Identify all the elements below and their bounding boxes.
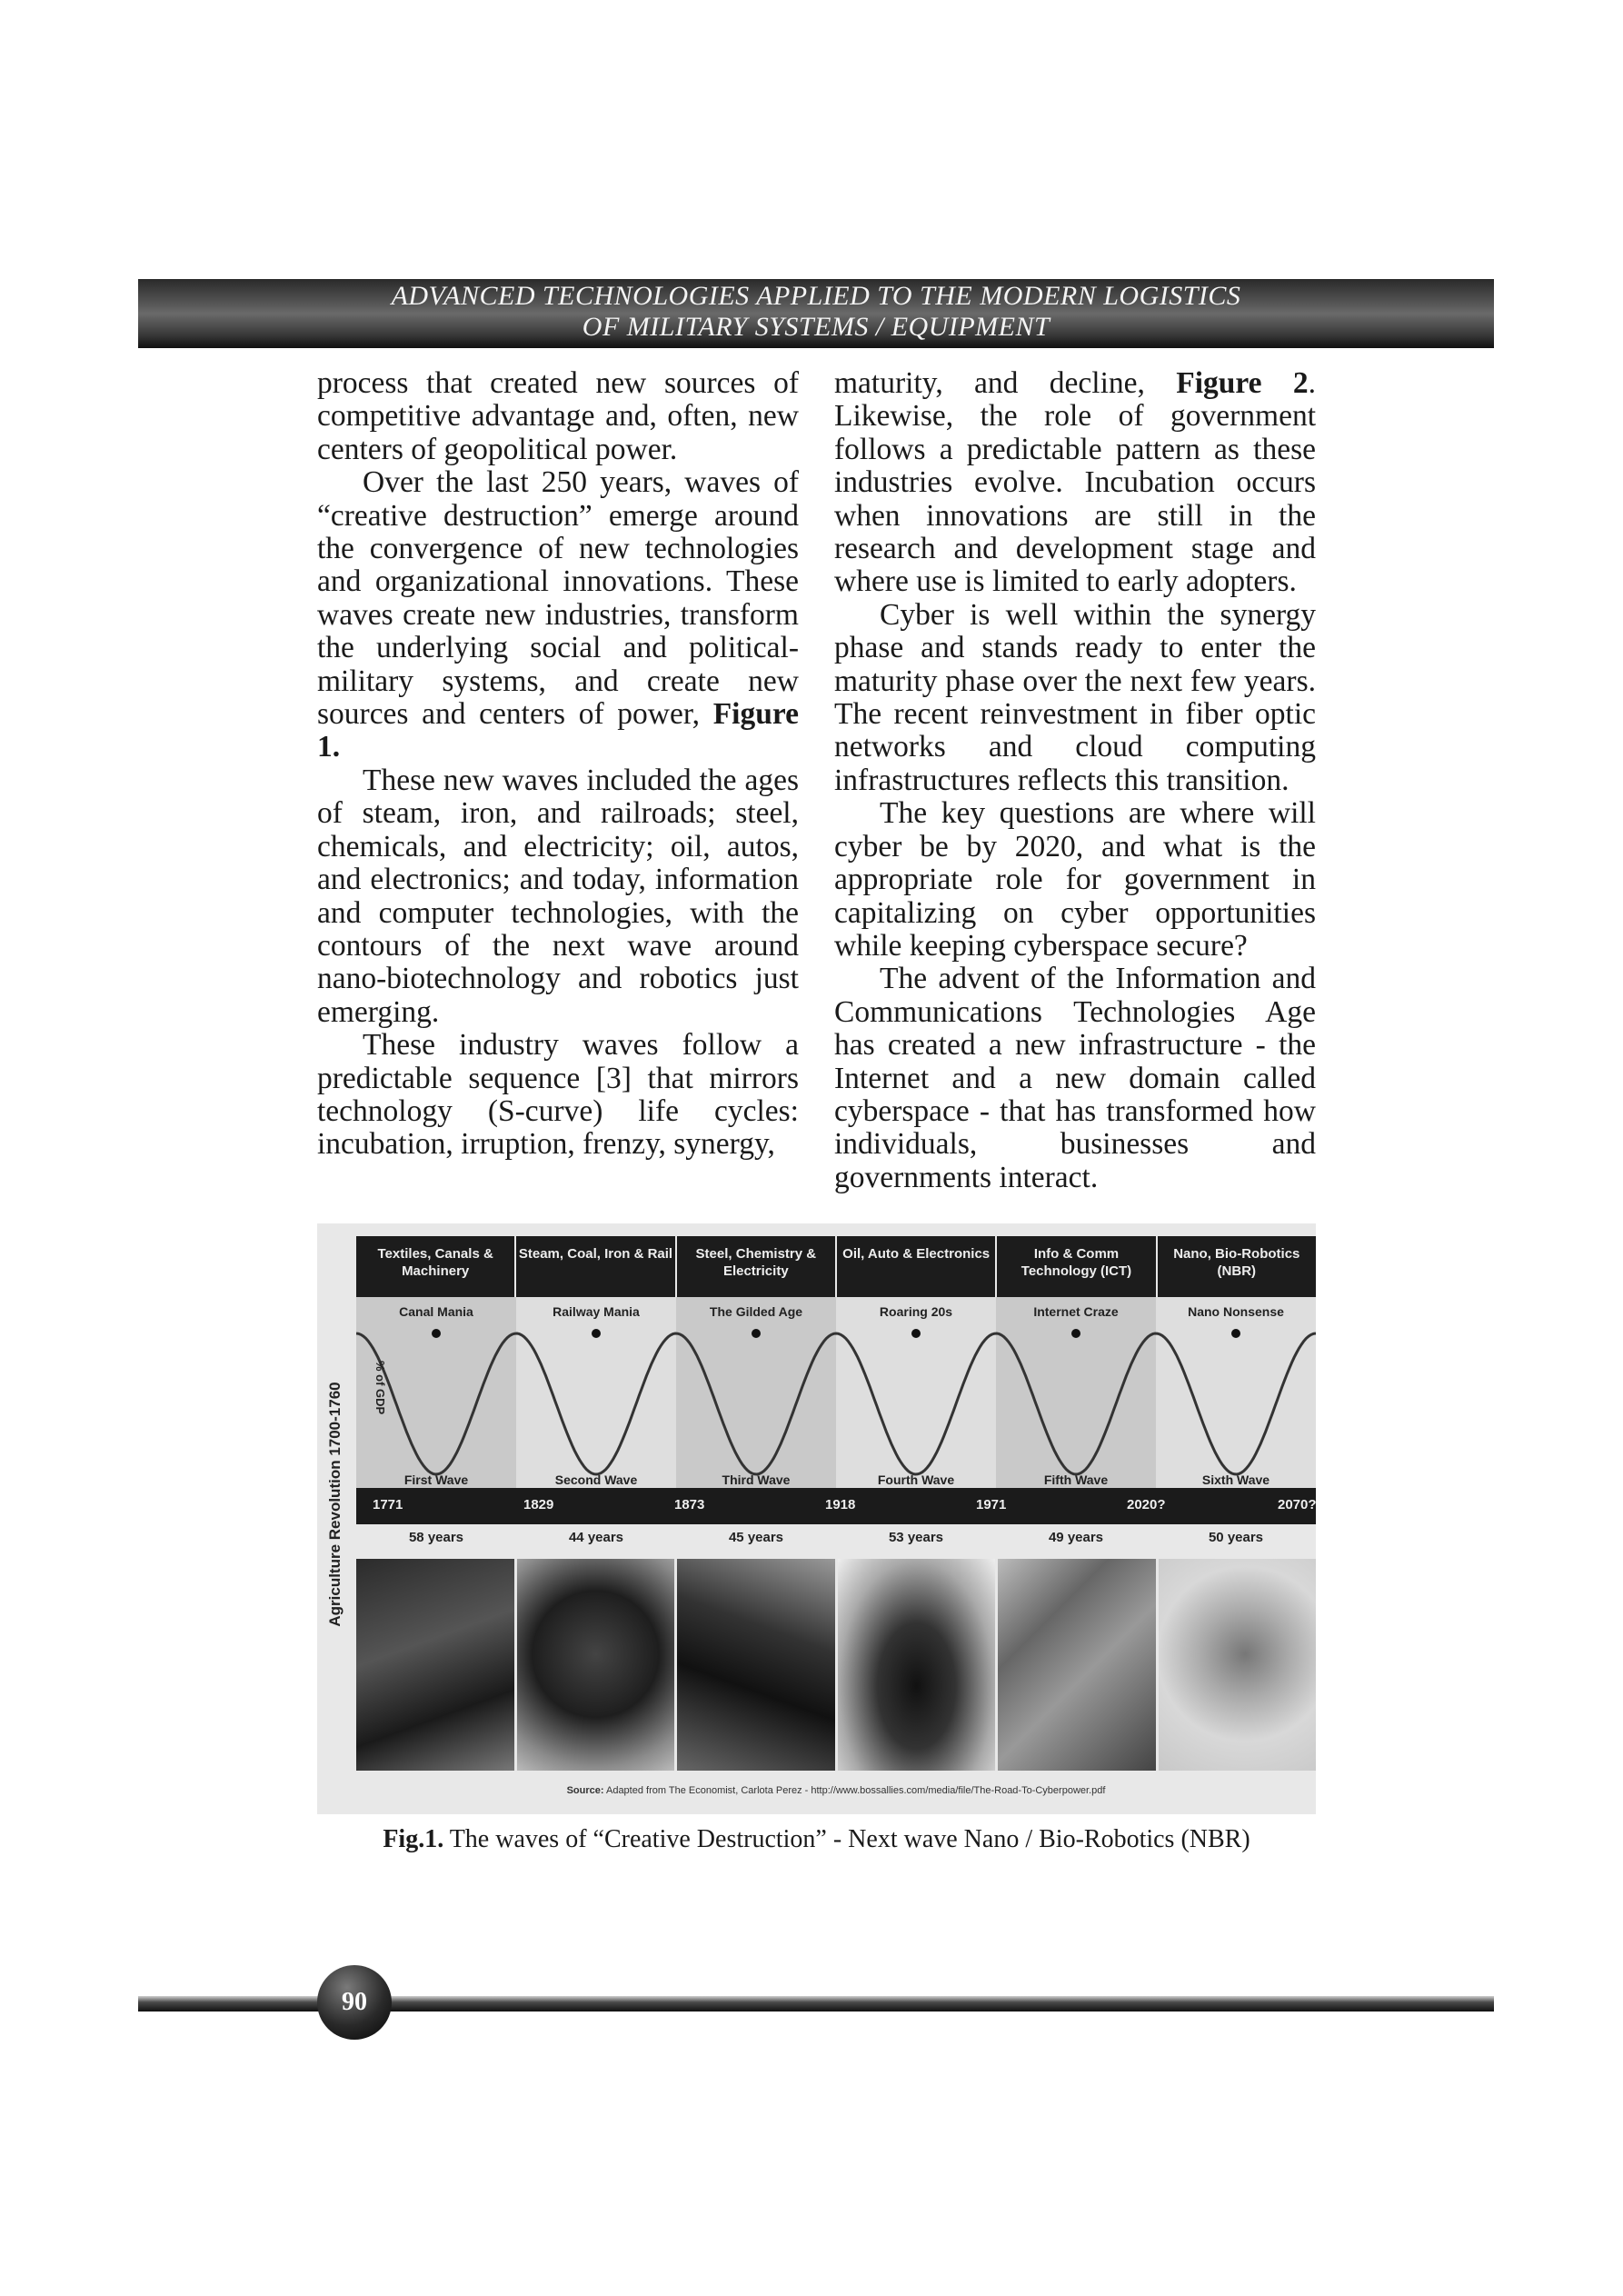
paragraph-text: . Likewise, the role of government follows a predictable pattern as these industries evolve. Incubation occurs when innovations are still in the research and development stage and where use is limited to early adopters. xyxy=(834,366,1316,599)
caption-label: Fig.1. xyxy=(383,1825,444,1853)
duration-label: 49 years xyxy=(1048,1530,1104,1545)
caption-text: The waves of “Creative Destruction” - Next wave Nano / Bio-Robotics (NBR) xyxy=(443,1825,1250,1853)
wave-durations xyxy=(356,1530,1316,1557)
wave-column-bg xyxy=(1156,1297,1316,1488)
photo-steam-locomotive xyxy=(517,1559,675,1771)
industry-label: Nano, Bio-Robotics (NBR) xyxy=(1173,1246,1300,1279)
source-text: Adapted from The Economist, Carlota Perez - http://www.bossallies.com/media/file/The-Road-To-Cyberpower.pdf xyxy=(605,1785,1106,1796)
duration-label: 50 years xyxy=(1208,1530,1264,1545)
paragraph xyxy=(834,367,1316,599)
wave-peak-dot xyxy=(592,1329,601,1338)
year-timeline xyxy=(356,1488,1316,1524)
paragraph: These new waves included the ages of steam, iron, and railroads; steel, chemicals, and electricity; oil, autos, and electronics; and today, information and computer technologies, with the contours of the next wave around nano-biotechnology and robotics just emerging. xyxy=(317,763,799,1029)
y-axis-label: % of GDP xyxy=(373,1361,387,1415)
paragraph: Cyber is well within the synergy phase and stands ready to enter the maturity phase over the next few years. The recent reinvestment in fiber optic networks and cloud computing infrastructures reflects this transition. xyxy=(834,597,1316,797)
wave-peak-dot xyxy=(752,1329,761,1338)
paragraph: These industry waves follow a predictable sequence [3] that mirrors technology (S-curve) life cycles: incubation, irruption, frenzy, synergy, xyxy=(317,1028,799,1162)
industry-label: Textiles, Canals & Machinery xyxy=(356,1236,516,1297)
paragraph: The key questions are where will cyber be by 2020, and what is the appropriate role for government in capitalizing on cyber opportunities while keeping cyberspace secure? xyxy=(834,796,1316,963)
mania-label: Nano Nonsense xyxy=(1188,1304,1284,1319)
paragraph: process that created new sources of competitive advantage and, often, new centers of geopolitical power. xyxy=(317,366,799,466)
mania-label: Canal Mania xyxy=(399,1304,473,1319)
running-header-line-2: OF MILITARY SYSTEMS / EQUIPMENT xyxy=(582,312,1050,342)
mania-label: Internet Craze xyxy=(1033,1304,1119,1319)
wave-column-bg xyxy=(996,1297,1156,1488)
side-label-text: Agriculture Revolution 1700-1760 xyxy=(326,1382,344,1627)
duration-label: 58 years xyxy=(408,1530,464,1545)
paragraph: The advent of the Information and Communications Technologies Age has created a new infrastructure - the Internet and a new domain called cyberspace - that has transformed how individuals, businesses and governments interact. xyxy=(834,962,1316,1194)
page-number: 90 xyxy=(317,1965,392,2040)
figure-caption xyxy=(317,1825,1316,1854)
photo-nano-robot xyxy=(1159,1559,1317,1771)
figure-creative-destruction xyxy=(317,1223,1316,1814)
photo-industrial-plant xyxy=(677,1559,835,1771)
era-photos xyxy=(356,1559,1316,1771)
right-column xyxy=(834,367,1316,1194)
wave-peak-dot xyxy=(1231,1329,1240,1338)
photo-train-locomotive xyxy=(356,1559,514,1771)
industry-label: Info & Comm Technology (ICT) xyxy=(997,1236,1157,1297)
year-label: 1873 xyxy=(674,1497,705,1512)
running-header-line-1: ADVANCED TECHNOLOGIES APPLIED TO THE MODERN LOGISTICS xyxy=(391,281,1241,311)
industry-label: Oil, Auto & Electronics xyxy=(837,1236,997,1297)
year-label: 2070? xyxy=(1278,1497,1317,1512)
figure-source xyxy=(356,1785,1316,1796)
duration-label: 44 years xyxy=(568,1530,624,1545)
wave-peak-dot xyxy=(1071,1329,1080,1338)
year-label: 1918 xyxy=(825,1497,856,1512)
figure-side-label xyxy=(317,1236,353,1772)
mania-label: The Gilded Age xyxy=(709,1304,803,1319)
left-column xyxy=(317,367,799,1162)
wave-name-label: First Wave xyxy=(403,1472,469,1487)
paragraph-text: Over the last 250 years, waves of “creative destruction” emerge around the convergence of new technologies and organizational innovations. These waves create new industries, transform the underlying social and political-military systems, and create new sources and centers of power, xyxy=(317,465,799,732)
industry-label: Steel, Chemistry & Electricity xyxy=(677,1236,837,1297)
year-label: 1771 xyxy=(373,1497,403,1512)
year-label: 1971 xyxy=(976,1497,1007,1512)
photo-microchip xyxy=(998,1559,1156,1771)
figure-reference: Figure 2 xyxy=(1176,366,1309,400)
wave-name-label: Fifth Wave xyxy=(1043,1472,1109,1487)
wave-column-bg xyxy=(516,1297,676,1488)
wave-name-label: Third Wave xyxy=(722,1472,791,1487)
wave-name-label: Fourth Wave xyxy=(877,1472,955,1487)
source-label: Source: xyxy=(566,1785,604,1796)
figure-reference: Figure 1. xyxy=(317,697,799,764)
paragraph xyxy=(317,466,799,764)
mania-label: Roaring 20s xyxy=(879,1304,953,1319)
paragraph-text: maturity, and decline, xyxy=(834,366,1177,400)
running-header xyxy=(138,279,1494,348)
year-label: 2020? xyxy=(1127,1497,1166,1512)
wave-column-bg xyxy=(676,1297,836,1488)
photo-vintage-car xyxy=(838,1559,996,1771)
wave-name-label: Sixth Wave xyxy=(1201,1472,1270,1487)
industry-header-row xyxy=(356,1236,1316,1297)
wave-peak-dot xyxy=(911,1329,921,1338)
wave-name-label: Second Wave xyxy=(554,1472,638,1487)
wave-column-bg xyxy=(836,1297,996,1488)
wave-peak-dot xyxy=(432,1329,441,1338)
industry-label: Steam, Coal, Iron & Rail xyxy=(516,1236,676,1297)
year-label: 1829 xyxy=(523,1497,554,1512)
duration-label: 45 years xyxy=(728,1530,784,1545)
mania-label: Railway Mania xyxy=(553,1304,640,1319)
duration-label: 53 years xyxy=(888,1530,944,1545)
